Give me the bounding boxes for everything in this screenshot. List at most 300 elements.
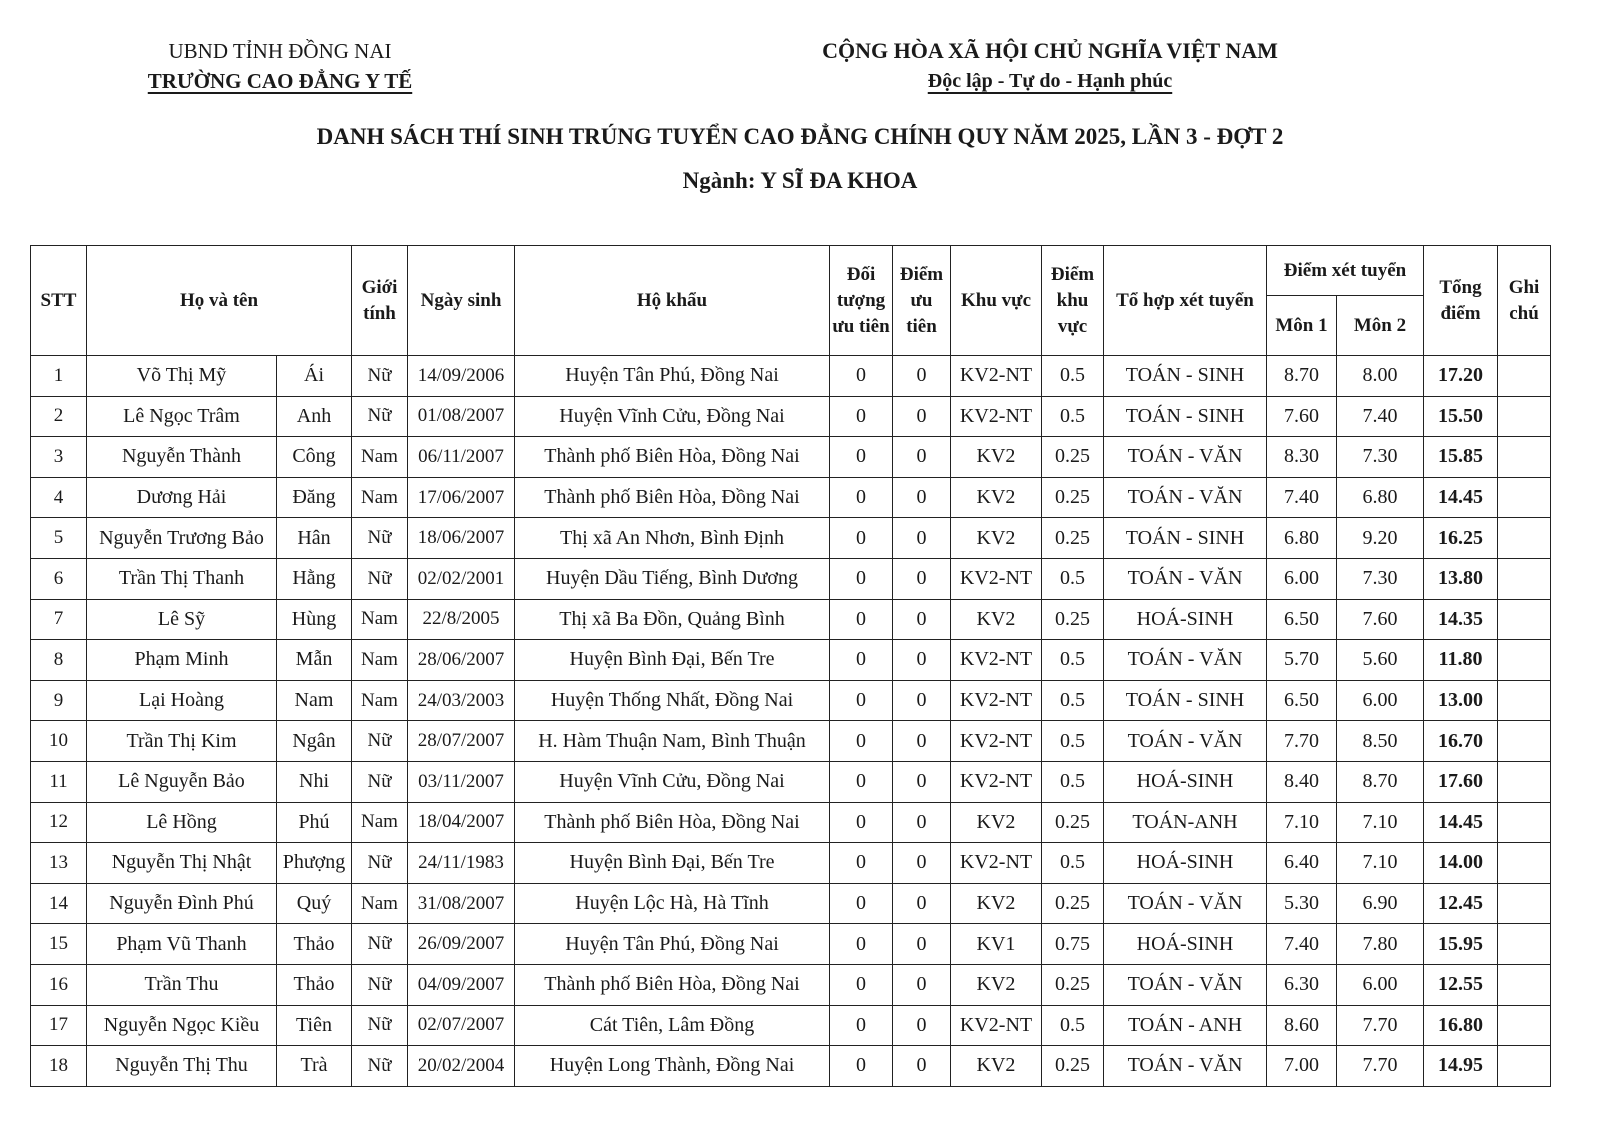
national-motto [800, 36, 1300, 96]
cell-subject-1-score: 7.00 [1267, 1046, 1337, 1087]
cell-combo: TOÁN - VĂN [1104, 721, 1267, 762]
cell-dob: 24/03/2003 [408, 680, 515, 721]
cell-priority-score: 0 [893, 761, 951, 802]
cell-stt: 6 [31, 558, 87, 599]
cell-region-score: 0.25 [1042, 1046, 1104, 1087]
cell-total-score: 15.85 [1424, 437, 1498, 478]
table-row [31, 599, 1551, 640]
cell-address: Thành phố Biên Hòa, Đồng Nai [515, 477, 830, 518]
cell-surname: Lại Hoàng [87, 680, 277, 721]
table-row [31, 843, 1551, 884]
cell-priority-score: 0 [893, 558, 951, 599]
cell-priority-group: 0 [830, 1005, 893, 1046]
cell-subject-1-score: 6.40 [1267, 843, 1337, 884]
cell-dob: 24/11/1983 [408, 843, 515, 884]
cell-priority-score: 0 [893, 356, 951, 397]
table-row [31, 558, 1551, 599]
table-row [31, 924, 1551, 965]
table-row [31, 1046, 1551, 1087]
col-combo: Tổ hợp xét tuyển [1104, 246, 1267, 356]
document-subtitle: Ngành: Y SĨ ĐA KHOA [682, 168, 918, 193]
cell-surname: Nguyễn Trương Bảo [87, 518, 277, 559]
cell-dob: 20/02/2004 [408, 1046, 515, 1087]
cell-region: KV2-NT [951, 843, 1042, 884]
cell-combo: TOÁN - VĂN [1104, 437, 1267, 478]
cell-surname: Võ Thị Mỹ [87, 356, 277, 397]
cell-region-score: 0.25 [1042, 599, 1104, 640]
cell-priority-score: 0 [893, 396, 951, 437]
table-row [31, 680, 1551, 721]
cell-subject-2-score: 7.30 [1337, 558, 1424, 599]
cell-note [1498, 356, 1551, 397]
cell-combo: TOÁN - SINH [1104, 518, 1267, 559]
country-name: CỘNG HÒA XÃ HỘI CHỦ NGHĨA VIỆT NAM [822, 38, 1278, 63]
cell-stt: 7 [31, 599, 87, 640]
cell-combo: HOÁ-SINH [1104, 599, 1267, 640]
cell-priority-score: 0 [893, 802, 951, 843]
col-subject-2: Môn 2 [1337, 296, 1424, 356]
cell-priority-group: 0 [830, 761, 893, 802]
cell-given-name: Thảo [277, 964, 352, 1005]
cell-subject-1-score: 6.50 [1267, 680, 1337, 721]
cell-surname: Trần Thu [87, 964, 277, 1005]
org-line-1: UBND TỈNH ĐỒNG NAI [168, 39, 392, 63]
col-subject-1: Môn 1 [1267, 296, 1337, 356]
cell-subject-2-score: 8.70 [1337, 761, 1424, 802]
cell-surname: Trần Thị Thanh [87, 558, 277, 599]
col-address: Hộ khẩu [515, 246, 830, 356]
cell-given-name: Hân [277, 518, 352, 559]
cell-gender: Nam [352, 640, 408, 681]
cell-total-score: 12.55 [1424, 964, 1498, 1005]
cell-note [1498, 640, 1551, 681]
cell-subject-1-score: 8.60 [1267, 1005, 1337, 1046]
cell-surname: Phạm Vũ Thanh [87, 924, 277, 965]
cell-stt: 15 [31, 924, 87, 965]
cell-combo: TOÁN-ANH [1104, 802, 1267, 843]
cell-subject-2-score: 6.00 [1337, 964, 1424, 1005]
cell-stt: 4 [31, 477, 87, 518]
cell-dob: 28/07/2007 [408, 721, 515, 762]
table-row [31, 802, 1551, 843]
cell-note [1498, 1005, 1551, 1046]
cell-note [1498, 964, 1551, 1005]
col-region-score: Điểm khu vực [1042, 246, 1104, 356]
cell-gender: Nữ [352, 761, 408, 802]
cell-region-score: 0.75 [1042, 924, 1104, 965]
cell-region: KV2-NT [951, 761, 1042, 802]
cell-priority-group: 0 [830, 518, 893, 559]
cell-stt: 10 [31, 721, 87, 762]
cell-subject-1-score: 6.00 [1267, 558, 1337, 599]
cell-surname: Lê Hồng [87, 802, 277, 843]
cell-total-score: 14.45 [1424, 477, 1498, 518]
cell-subject-2-score: 9.20 [1337, 518, 1424, 559]
table-row [31, 640, 1551, 681]
cell-note [1498, 924, 1551, 965]
cell-total-score: 14.00 [1424, 843, 1498, 884]
cell-combo: TOÁN - ANH [1104, 1005, 1267, 1046]
col-note: Ghi chú [1498, 246, 1551, 356]
col-stt: STT [31, 246, 87, 356]
cell-gender: Nam [352, 883, 408, 924]
cell-given-name: Hằng [277, 558, 352, 599]
cell-gender: Nam [352, 680, 408, 721]
cell-priority-group: 0 [830, 396, 893, 437]
cell-combo: TOÁN - SINH [1104, 356, 1267, 397]
col-priority-score: Điểm ưu tiên [893, 246, 951, 356]
cell-subject-2-score: 7.10 [1337, 802, 1424, 843]
cell-given-name: Nam [277, 680, 352, 721]
cell-given-name: Thảo [277, 924, 352, 965]
cell-dob: 22/8/2005 [408, 599, 515, 640]
cell-dob: 02/02/2001 [408, 558, 515, 599]
cell-priority-group: 0 [830, 356, 893, 397]
cell-stt: 1 [31, 356, 87, 397]
table-row [31, 761, 1551, 802]
cell-region: KV2-NT [951, 640, 1042, 681]
cell-region-score: 0.5 [1042, 640, 1104, 681]
col-priority-group: Đối tượng ưu tiên [830, 246, 893, 356]
cell-note [1498, 558, 1551, 599]
cell-region-score: 0.25 [1042, 437, 1104, 478]
cell-dob: 31/08/2007 [408, 883, 515, 924]
cell-note [1498, 680, 1551, 721]
table-body [31, 356, 1551, 1087]
cell-priority-score: 0 [893, 599, 951, 640]
cell-subject-1-score: 8.30 [1267, 437, 1337, 478]
org-name: TRƯỜNG CAO ĐẲNG Y TẾ [147, 69, 413, 93]
cell-surname: Nguyễn Ngọc Kiều [87, 1005, 277, 1046]
cell-address: Huyện Dầu Tiếng, Bình Dương [515, 558, 830, 599]
cell-stt: 18 [31, 1046, 87, 1087]
cell-gender: Nữ [352, 964, 408, 1005]
cell-priority-score: 0 [893, 964, 951, 1005]
cell-dob: 06/11/2007 [408, 437, 515, 478]
cell-note [1498, 477, 1551, 518]
cell-gender: Nữ [352, 924, 408, 965]
cell-note [1498, 883, 1551, 924]
cell-region: KV2 [951, 599, 1042, 640]
cell-subject-2-score: 5.60 [1337, 640, 1424, 681]
table-row [31, 437, 1551, 478]
cell-total-score: 17.60 [1424, 761, 1498, 802]
cell-stt: 2 [31, 396, 87, 437]
cell-surname: Nguyễn Đình Phú [87, 883, 277, 924]
cell-total-score: 16.70 [1424, 721, 1498, 762]
cell-total-score: 12.45 [1424, 883, 1498, 924]
cell-region: KV2-NT [951, 396, 1042, 437]
cell-region: KV2 [951, 518, 1042, 559]
cell-given-name: Phú [277, 802, 352, 843]
cell-priority-score: 0 [893, 518, 951, 559]
cell-dob: 04/09/2007 [408, 964, 515, 1005]
cell-priority-group: 0 [830, 477, 893, 518]
org-line-2 [120, 66, 440, 96]
cell-surname: Lê Sỹ [87, 599, 277, 640]
cell-subject-1-score: 5.70 [1267, 640, 1337, 681]
cell-region-score: 0.25 [1042, 802, 1104, 843]
cell-subject-1-score: 5.30 [1267, 883, 1337, 924]
cell-region: KV2-NT [951, 721, 1042, 762]
cell-address: Huyện Lộc Hà, Hà Tĩnh [515, 883, 830, 924]
cell-subject-1-score: 8.40 [1267, 761, 1337, 802]
cell-priority-score: 0 [893, 883, 951, 924]
cell-address: Huyện Vĩnh Cửu, Đồng Nai [515, 761, 830, 802]
cell-dob: 28/06/2007 [408, 640, 515, 681]
cell-priority-group: 0 [830, 883, 893, 924]
cell-total-score: 14.45 [1424, 802, 1498, 843]
cell-stt: 9 [31, 680, 87, 721]
cell-region-score: 0.25 [1042, 518, 1104, 559]
cell-region-score: 0.5 [1042, 1005, 1104, 1046]
cell-combo: TOÁN - VĂN [1104, 558, 1267, 599]
cell-gender: Nữ [352, 1005, 408, 1046]
motto: Độc lập - Tự do - Hạnh phúc [927, 70, 1173, 92]
cell-address: Huyện Vĩnh Cửu, Đồng Nai [515, 396, 830, 437]
cell-total-score: 13.00 [1424, 680, 1498, 721]
col-total: Tổng điểm [1424, 246, 1498, 356]
cell-stt: 14 [31, 883, 87, 924]
cell-region-score: 0.25 [1042, 477, 1104, 518]
cell-given-name: Anh [277, 396, 352, 437]
cell-gender: Nữ [352, 843, 408, 884]
cell-gender: Nữ [352, 558, 408, 599]
cell-address: Thị xã An Nhơn, Bình Định [515, 518, 830, 559]
cell-address: Thành phố Biên Hòa, Đồng Nai [515, 437, 830, 478]
cell-stt: 8 [31, 640, 87, 681]
cell-region-score: 0.5 [1042, 680, 1104, 721]
cell-combo: TOÁN - SINH [1104, 396, 1267, 437]
cell-total-score: 11.80 [1424, 640, 1498, 681]
cell-subject-1-score: 7.40 [1267, 924, 1337, 965]
cell-surname: Nguyễn Thành [87, 437, 277, 478]
cell-note [1498, 396, 1551, 437]
cell-combo: HOÁ-SINH [1104, 761, 1267, 802]
issuing-organization [120, 36, 440, 96]
cell-region: KV2 [951, 883, 1042, 924]
cell-stt: 17 [31, 1005, 87, 1046]
cell-region: KV2 [951, 1046, 1042, 1087]
cell-given-name: Phượng [277, 843, 352, 884]
cell-combo: TOÁN - SINH [1104, 680, 1267, 721]
cell-given-name: Quý [277, 883, 352, 924]
cell-address: Thị xã Ba Đồn, Quảng Bình [515, 599, 830, 640]
cell-address: Cát Tiên, Lâm Đồng [515, 1005, 830, 1046]
cell-region-score: 0.5 [1042, 356, 1104, 397]
cell-priority-score: 0 [893, 1005, 951, 1046]
table-row [31, 396, 1551, 437]
cell-subject-2-score: 6.90 [1337, 883, 1424, 924]
cell-region-score: 0.5 [1042, 721, 1104, 762]
cell-surname: Trần Thị Kim [87, 721, 277, 762]
cell-gender: Nam [352, 477, 408, 518]
cell-given-name: Ngân [277, 721, 352, 762]
cell-total-score: 13.80 [1424, 558, 1498, 599]
cell-address: H. Hàm Thuận Nam, Bình Thuận [515, 721, 830, 762]
cell-given-name: Mẫn [277, 640, 352, 681]
cell-priority-score: 0 [893, 477, 951, 518]
cell-dob: 01/08/2007 [408, 396, 515, 437]
cell-subject-2-score: 7.30 [1337, 437, 1424, 478]
cell-subject-2-score: 7.70 [1337, 1005, 1424, 1046]
cell-gender: Nam [352, 437, 408, 478]
cell-address: Huyện Long Thành, Đồng Nai [515, 1046, 830, 1087]
cell-region-score: 0.25 [1042, 883, 1104, 924]
cell-combo: TOÁN - VĂN [1104, 640, 1267, 681]
cell-note [1498, 599, 1551, 640]
cell-address: Thành phố Biên Hòa, Đồng Nai [515, 802, 830, 843]
cell-dob: 18/06/2007 [408, 518, 515, 559]
cell-priority-group: 0 [830, 1046, 893, 1087]
cell-combo: TOÁN - VĂN [1104, 1046, 1267, 1087]
cell-gender: Nữ [352, 396, 408, 437]
cell-region: KV2 [951, 477, 1042, 518]
cell-dob: 18/04/2007 [408, 802, 515, 843]
cell-subject-2-score: 7.40 [1337, 396, 1424, 437]
col-name: Họ và tên [87, 246, 352, 356]
col-dob: Ngày sinh [408, 246, 515, 356]
cell-total-score: 15.95 [1424, 924, 1498, 965]
cell-priority-group: 0 [830, 437, 893, 478]
cell-given-name: Hùng [277, 599, 352, 640]
cell-total-score: 17.20 [1424, 356, 1498, 397]
cell-dob: 02/07/2007 [408, 1005, 515, 1046]
cell-stt: 3 [31, 437, 87, 478]
cell-subject-1-score: 6.30 [1267, 964, 1337, 1005]
cell-region-score: 0.5 [1042, 558, 1104, 599]
document-title: DANH SÁCH THÍ SINH TRÚNG TUYỂN CAO ĐẲNG CHÍNH QUY NĂM 2025, LẦN 3 - ĐỢT 2 [316, 124, 1284, 149]
cell-stt: 11 [31, 761, 87, 802]
cell-region: KV1 [951, 924, 1042, 965]
cell-gender: Nữ [352, 1046, 408, 1087]
cell-dob: 17/06/2007 [408, 477, 515, 518]
cell-subject-2-score: 7.70 [1337, 1046, 1424, 1087]
cell-surname: Dương Hải [87, 477, 277, 518]
cell-note [1498, 761, 1551, 802]
cell-gender: Nam [352, 599, 408, 640]
cell-surname: Nguyễn Thị Nhật [87, 843, 277, 884]
cell-surname: Lê Nguyễn Bảo [87, 761, 277, 802]
col-gender: Giới tính [352, 246, 408, 356]
cell-priority-group: 0 [830, 802, 893, 843]
col-region: Khu vực [951, 246, 1042, 356]
table-row [31, 356, 1551, 397]
cell-priority-group: 0 [830, 843, 893, 884]
cell-dob: 26/09/2007 [408, 924, 515, 965]
cell-stt: 13 [31, 843, 87, 884]
cell-given-name: Công [277, 437, 352, 478]
cell-subject-1-score: 6.50 [1267, 599, 1337, 640]
cell-surname: Lê Ngọc Trâm [87, 396, 277, 437]
cell-priority-score: 0 [893, 721, 951, 762]
cell-dob: 03/11/2007 [408, 761, 515, 802]
cell-priority-score: 0 [893, 640, 951, 681]
table-row [31, 964, 1551, 1005]
cell-note [1498, 802, 1551, 843]
cell-priority-score: 0 [893, 924, 951, 965]
table-row [31, 518, 1551, 559]
cell-region: KV2-NT [951, 680, 1042, 721]
cell-region-score: 0.5 [1042, 761, 1104, 802]
cell-stt: 12 [31, 802, 87, 843]
cell-total-score: 16.25 [1424, 518, 1498, 559]
cell-priority-score: 0 [893, 437, 951, 478]
cell-region: KV2-NT [951, 558, 1042, 599]
cell-combo: TOÁN - VĂN [1104, 883, 1267, 924]
table-row [31, 883, 1551, 924]
cell-priority-group: 0 [830, 599, 893, 640]
cell-subject-2-score: 7.60 [1337, 599, 1424, 640]
cell-note [1498, 1046, 1551, 1087]
cell-given-name: Trà [277, 1046, 352, 1087]
cell-address: Huyện Bình Đại, Bến Tre [515, 640, 830, 681]
cell-priority-score: 0 [893, 680, 951, 721]
col-scores-group: Điểm xét tuyển [1267, 246, 1424, 296]
cell-given-name: Tiên [277, 1005, 352, 1046]
cell-priority-score: 0 [893, 843, 951, 884]
cell-total-score: 15.50 [1424, 396, 1498, 437]
cell-gender: Nữ [352, 356, 408, 397]
cell-total-score: 14.95 [1424, 1046, 1498, 1087]
cell-gender: Nữ [352, 721, 408, 762]
cell-subject-2-score: 6.00 [1337, 680, 1424, 721]
cell-region: KV2 [951, 437, 1042, 478]
table-row [31, 477, 1551, 518]
cell-total-score: 16.80 [1424, 1005, 1498, 1046]
cell-region: KV2-NT [951, 1005, 1042, 1046]
cell-address: Huyện Tân Phú, Đồng Nai [515, 356, 830, 397]
cell-region: KV2 [951, 964, 1042, 1005]
cell-priority-group: 0 [830, 924, 893, 965]
cell-combo: TOÁN - VĂN [1104, 477, 1267, 518]
cell-subject-2-score: 8.50 [1337, 721, 1424, 762]
cell-subject-1-score: 7.60 [1267, 396, 1337, 437]
cell-total-score: 14.35 [1424, 599, 1498, 640]
cell-subject-2-score: 7.80 [1337, 924, 1424, 965]
cell-priority-group: 0 [830, 558, 893, 599]
cell-subject-1-score: 8.70 [1267, 356, 1337, 397]
cell-subject-1-score: 6.80 [1267, 518, 1337, 559]
cell-subject-1-score: 7.10 [1267, 802, 1337, 843]
cell-surname: Phạm Minh [87, 640, 277, 681]
cell-region-score: 0.25 [1042, 964, 1104, 1005]
cell-region: KV2-NT [951, 356, 1042, 397]
cell-given-name: Đăng [277, 477, 352, 518]
cell-stt: 5 [31, 518, 87, 559]
cell-priority-group: 0 [830, 680, 893, 721]
cell-note [1498, 518, 1551, 559]
cell-priority-score: 0 [893, 1046, 951, 1087]
cell-note [1498, 721, 1551, 762]
cell-subject-2-score: 6.80 [1337, 477, 1424, 518]
cell-dob: 14/09/2006 [408, 356, 515, 397]
cell-address: Huyện Bình Đại, Bến Tre [515, 843, 830, 884]
cell-gender: Nam [352, 802, 408, 843]
cell-priority-group: 0 [830, 964, 893, 1005]
admission-table [30, 245, 1551, 1087]
cell-priority-group: 0 [830, 640, 893, 681]
cell-subject-2-score: 8.00 [1337, 356, 1424, 397]
cell-stt: 16 [31, 964, 87, 1005]
cell-subject-1-score: 7.40 [1267, 477, 1337, 518]
cell-combo: HOÁ-SINH [1104, 843, 1267, 884]
cell-given-name: Nhi [277, 761, 352, 802]
cell-address: Huyện Thống Nhất, Đồng Nai [515, 680, 830, 721]
cell-priority-group: 0 [830, 721, 893, 762]
cell-gender: Nữ [352, 518, 408, 559]
cell-surname: Nguyễn Thị Thu [87, 1046, 277, 1087]
